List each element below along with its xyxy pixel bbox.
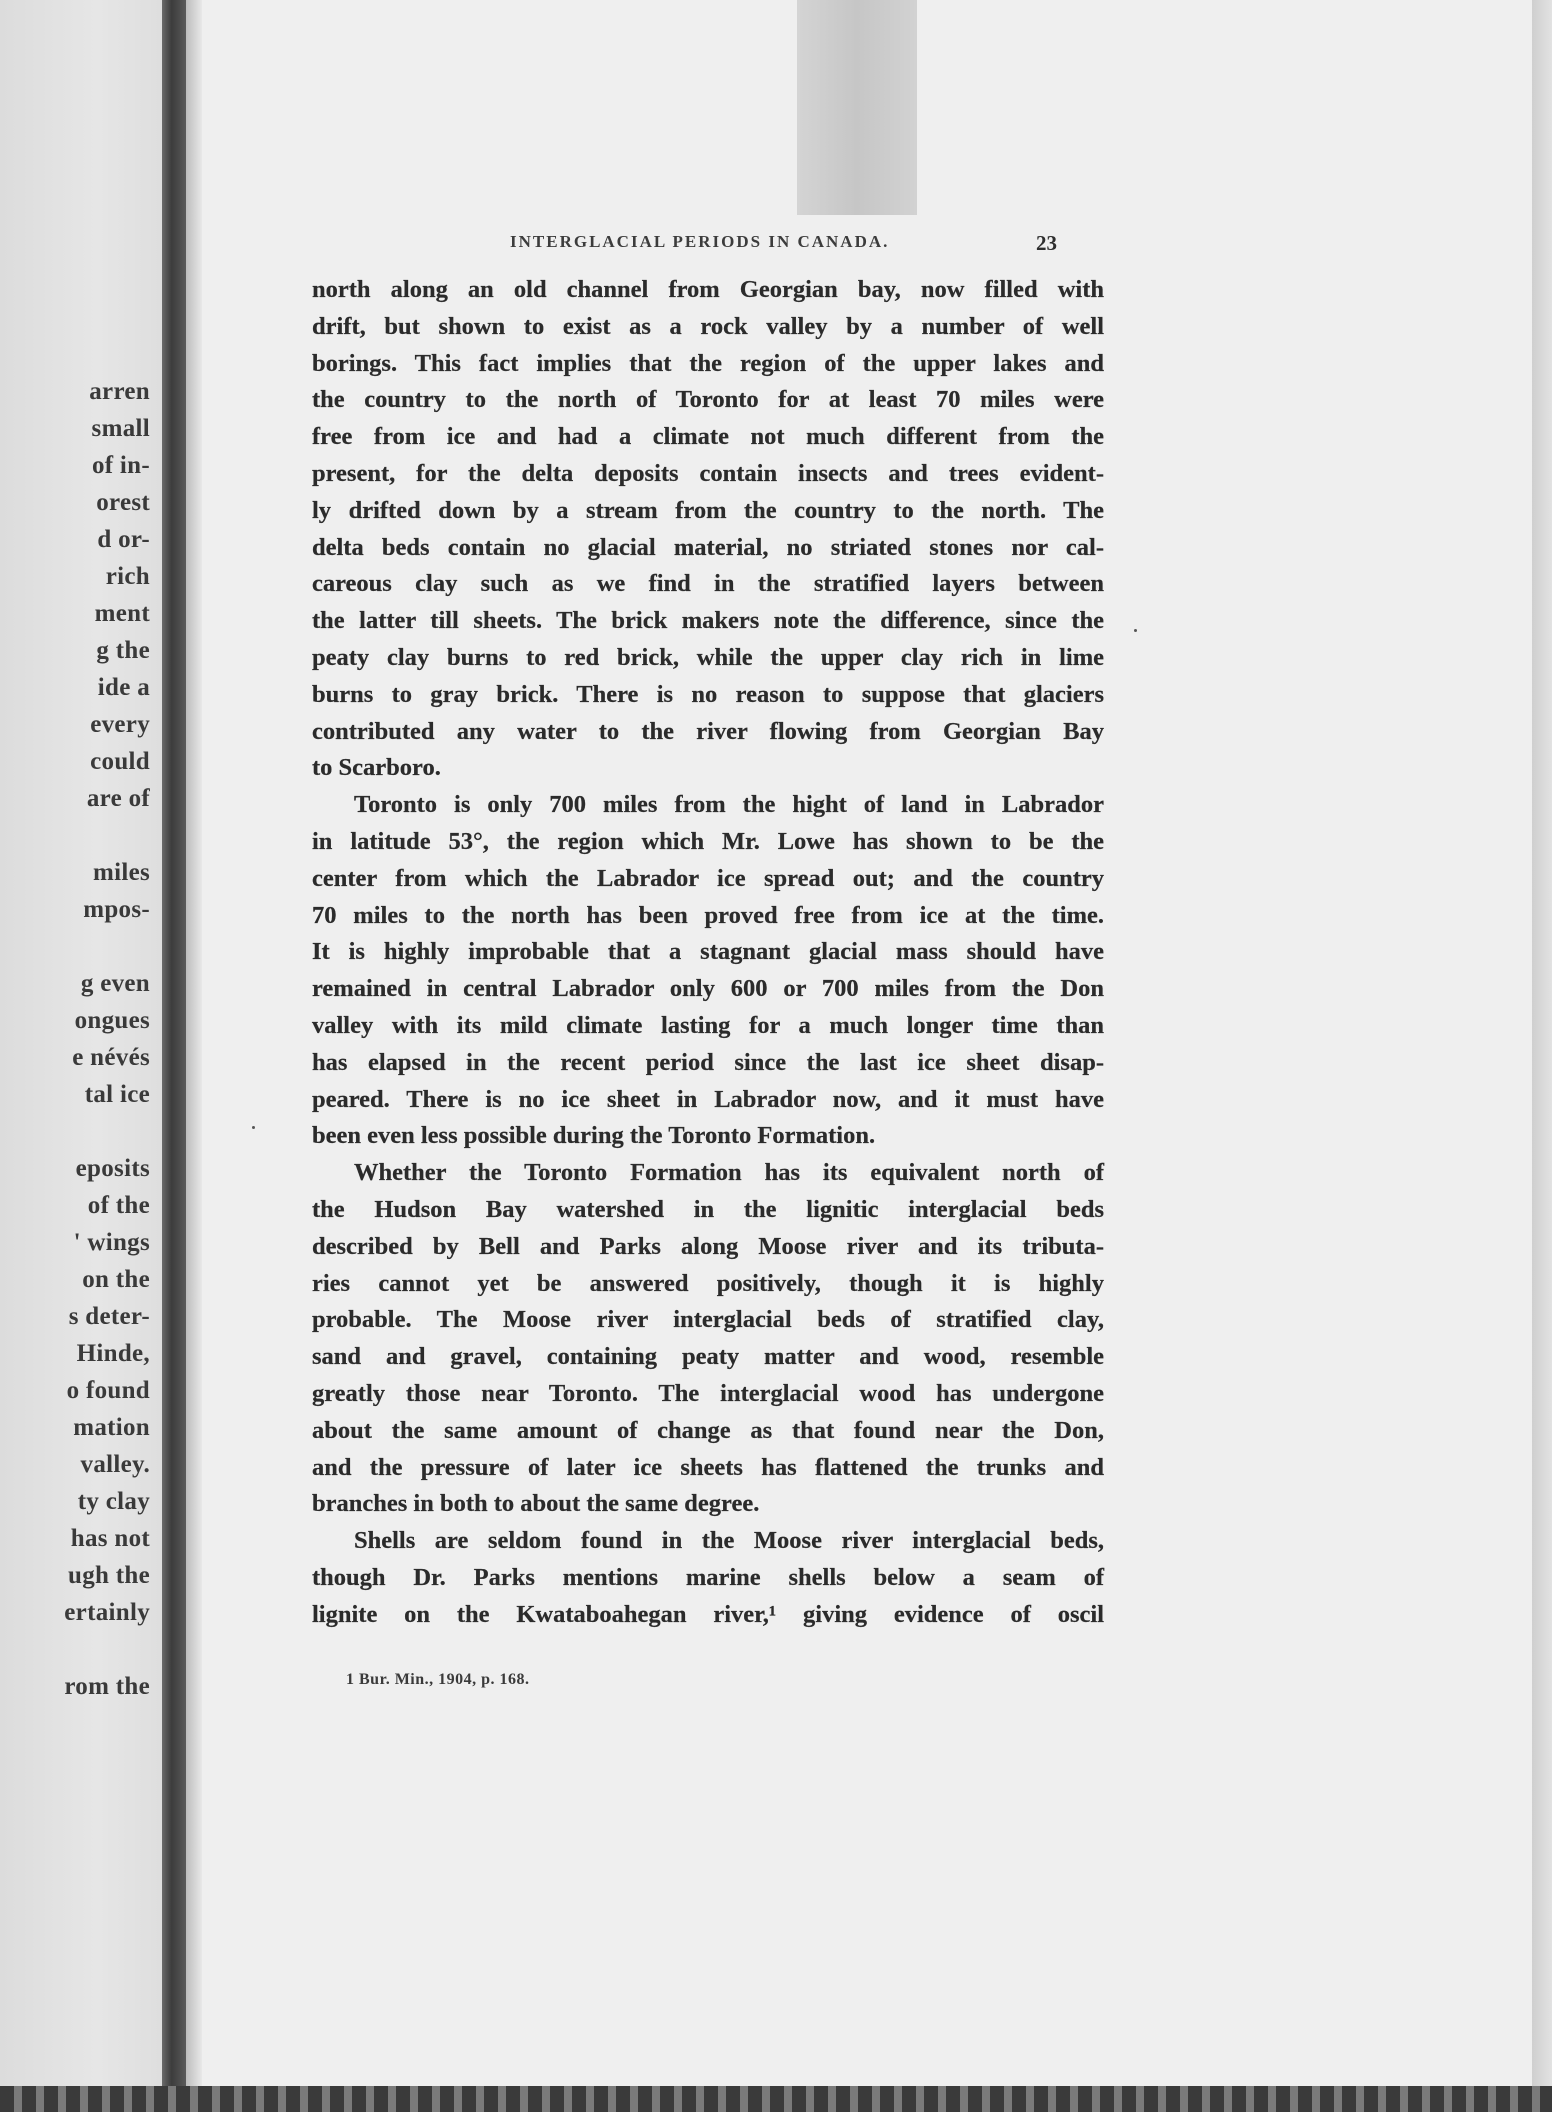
text-line: though Dr. Parks mentions marine shells below a seam of bbox=[312, 1563, 1104, 1591]
facing-page-fragment: arren bbox=[89, 378, 150, 405]
text-line: been even less possible during the Toronto Formation. bbox=[312, 1122, 876, 1150]
text-line: the latter till sheets. The brick makers note the difference, since the bbox=[312, 607, 1104, 635]
text-line: free from ice and had a climate not much different from the bbox=[312, 423, 1104, 451]
text-line: It is highly improbable that a stagnant glacial mass should have bbox=[312, 938, 1104, 966]
text-line: Shells are seldom found in the Moose river interglacial beds, bbox=[354, 1527, 1104, 1555]
facing-page-fragment: are of bbox=[86, 785, 150, 812]
paper-speck bbox=[252, 1126, 255, 1129]
text-line: probable. The Moose river interglacial beds of stratified clay, bbox=[312, 1306, 1104, 1334]
facing-page-fragment: valley. bbox=[80, 1451, 150, 1478]
facing-page-fragment: eposits bbox=[75, 1155, 150, 1182]
running-head: INTERGLACIAL PERIODS IN CANADA. bbox=[510, 232, 890, 251]
facing-page-fragment: ongues bbox=[74, 1007, 150, 1034]
text-line: and the pressure of later ice sheets has flattened the trunks and bbox=[312, 1453, 1104, 1481]
text-line: borings. This fact implies that the region of the upper lakes and bbox=[312, 349, 1104, 377]
text-line: in latitude 53°, the region which Mr. Lowe has shown to be the bbox=[312, 827, 1104, 855]
text-line: the Hudson Bay watershed in the lignitic interglacial beds bbox=[312, 1195, 1104, 1223]
facing-page-fragment: Hinde, bbox=[76, 1340, 150, 1367]
text-line: careous clay such as we find in the stratified layers between bbox=[312, 570, 1104, 598]
text-line: drift, but shown to exist as a rock valley by a number of well bbox=[312, 312, 1104, 340]
text-line: delta beds contain no glacial material, no striated stones nor cal- bbox=[312, 533, 1104, 561]
text-line: about the same amount of change as that found near the Don, bbox=[312, 1416, 1104, 1444]
scan-bottom-edge bbox=[0, 2086, 1552, 2112]
text-line: greatly those near Toronto. The interglacial wood has undergone bbox=[312, 1379, 1104, 1407]
text-line: lignite on the Kwataboahegan river,¹ giving evidence of oscil bbox=[312, 1600, 1104, 1628]
text-line: described by Bell and Parks along Moose river and its tributa- bbox=[312, 1232, 1104, 1260]
facing-page-fragment: could bbox=[90, 748, 150, 775]
text-line: Whether the Toronto Formation has its equivalent north of bbox=[354, 1159, 1104, 1187]
facing-page-fragment: e névés bbox=[72, 1044, 150, 1071]
text-line: present, for the delta deposits contain insects and trees evident- bbox=[312, 459, 1104, 487]
facing-page-fragment: of the bbox=[87, 1192, 150, 1219]
text-line: peared. There is no ice sheet in Labrador now, and it must have bbox=[312, 1085, 1104, 1113]
page-edge-right bbox=[1532, 0, 1552, 2112]
facing-page-fragment: ide a bbox=[97, 674, 150, 701]
text-line: has elapsed in the recent period since the last ice sheet disap- bbox=[312, 1048, 1104, 1076]
facing-page-fragment: miles bbox=[92, 859, 150, 886]
text-line: ly drifted down by a stream from the country to the north. The bbox=[312, 496, 1104, 524]
facing-page-fragment: on the bbox=[82, 1266, 150, 1293]
facing-page-fragment: orest bbox=[96, 489, 150, 516]
text-line: Toronto is only 700 miles from the hight of land in Labrador bbox=[354, 791, 1104, 819]
text-line: north along an old channel from Georgian bay, now filled with bbox=[312, 276, 1104, 303]
text-line: branches in both to about the same degree. bbox=[312, 1490, 760, 1518]
text-line: ries cannot yet be answered positively, though it is highly bbox=[312, 1269, 1104, 1297]
facing-page-fragment: s deter- bbox=[68, 1303, 150, 1330]
paper-speck bbox=[1134, 629, 1137, 632]
facing-page-fragment: g the bbox=[96, 637, 150, 664]
text-line: the country to the north of Toronto for at least 70 miles were bbox=[312, 386, 1104, 414]
facing-page-fragment: ty clay bbox=[77, 1488, 150, 1515]
text-line: burns to gray brick. There is no reason to suppose that glaciers bbox=[312, 680, 1104, 708]
facing-page-fragment: of in- bbox=[91, 452, 150, 479]
facing-page-fragment: ertainly bbox=[64, 1599, 150, 1626]
gutter-shadow bbox=[186, 0, 202, 2112]
text-line: to Scarboro. bbox=[312, 754, 441, 782]
page-number: 23 bbox=[1036, 231, 1057, 255]
facing-page-fragment: o found bbox=[66, 1377, 150, 1404]
facing-page-fragment: small bbox=[91, 415, 150, 442]
facing-page-fragment: has not bbox=[70, 1525, 150, 1552]
text-line: center from which the Labrador ice spread out; and the country bbox=[312, 864, 1104, 892]
text-line: valley with its mild climate lasting for a much longer time than bbox=[312, 1011, 1104, 1039]
text-line: 70 miles to the north has been proved free from ice at the time. bbox=[312, 901, 1104, 929]
text-line: contributed any water to the river flowing from Georgian Bay bbox=[312, 717, 1104, 745]
facing-page-fragment: g even bbox=[80, 970, 150, 997]
facing-page-fragment: rich bbox=[105, 563, 150, 590]
facing-page-fragment: ' wings bbox=[73, 1229, 150, 1256]
page-tab-marker bbox=[797, 0, 917, 215]
facing-page-left bbox=[0, 0, 162, 2112]
facing-page-fragment: every bbox=[90, 711, 150, 738]
footnote: 1 Bur. Min., 1904, p. 168. bbox=[346, 1671, 530, 1688]
facing-page-fragment: ugh the bbox=[68, 1562, 150, 1589]
facing-page-fragment: d or- bbox=[97, 526, 150, 553]
text-line: sand and gravel, containing peaty matter and wood, resemble bbox=[312, 1343, 1104, 1371]
book-binding-gutter bbox=[162, 0, 186, 2112]
facing-page-fragment: mation bbox=[73, 1414, 150, 1441]
body-text bbox=[312, 272, 1104, 1633]
facing-page-fragment: tal ice bbox=[84, 1081, 150, 1108]
facing-page-fragment: ment bbox=[94, 600, 150, 627]
text-line: peaty clay burns to red brick, while the upper clay rich in lime bbox=[312, 643, 1104, 671]
text-line: remained in central Labrador only 600 or 700 miles from the Don bbox=[312, 975, 1104, 1003]
facing-page-fragment: mpos- bbox=[83, 896, 150, 923]
facing-page-fragment: rom the bbox=[64, 1673, 150, 1700]
